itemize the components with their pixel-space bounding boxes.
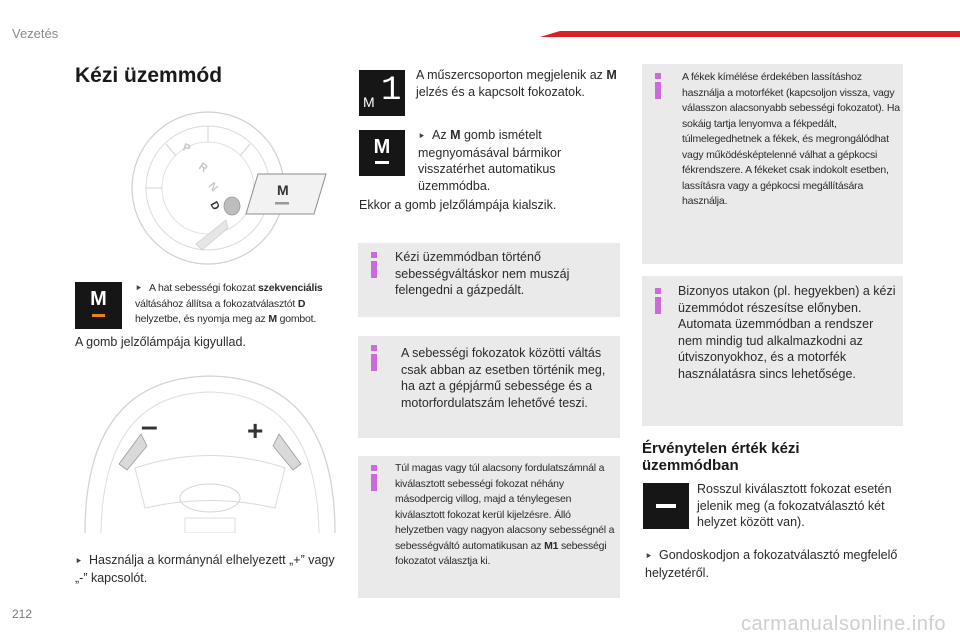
cluster-text: A műszercsoporton megjelenik az M jelzés és a kapcsolt fokozatok.: [416, 68, 617, 99]
dash-symbol: [656, 504, 676, 508]
selector-letter-p: P: [180, 141, 192, 156]
m-lamp-off-icon: M: [359, 130, 405, 176]
info-text: A sebességi fokozatok közötti váltás csak abban az esetben történik meg, ha azt a gépjármű sebessége és a motorfordulatszám lehetővé teszi.: [401, 346, 606, 410]
lamp-off-text: Ekkor a gomb jelzőlámpája kialszik.: [359, 198, 557, 212]
info-box-rpm-limits: [358, 456, 620, 598]
wheel-minus-symbol: –: [141, 410, 158, 443]
info-text: A fékek kímélése érdekében lassításhoz használja a motorféket (kapcsoljon vissza, vagy válasszon alacsonyabb sebességi fokozatot). Ha sokáig tartja lenyomva a fékpedált, túlmelegedhetnek a fékek, és megrongálódhat vagy működésképtelenné válhat a gépkocsi fékrendszere. A fékeket csak indokolt esetben, lassításra vagy a gépkocsi megállítására használja.: [682, 71, 900, 207]
steering-wheel-illustration: [75, 368, 345, 533]
lamp-lights-text: A gomb jelzőlámpája kigyullad.: [75, 335, 246, 349]
paddle-instruction: ⯈ Használja a kormánynál elhelyezett „+” vagy „-” kapcsolót.: [75, 553, 335, 585]
info-text: Kézi üzemmódban történő sebességváltáskor nem muszáj felengedni a gázpedált.: [395, 250, 570, 297]
info-box-engine-brake: [642, 64, 903, 264]
selector-letter-n: N: [205, 180, 221, 195]
info-box-no-release: [358, 243, 620, 317]
header-accent-bar: [560, 31, 960, 37]
section-title: Vezetés: [12, 26, 59, 41]
info-box-shift-conditions: [358, 336, 620, 438]
info-icon-bar: [655, 297, 661, 314]
page-title: Kézi üzemmód: [75, 64, 223, 87]
info-icon-bar: [655, 82, 661, 99]
m-lamp-on-icon: M: [75, 282, 122, 329]
invalid-value-heading: Érvénytelen érték kézi üzemmódban: [642, 440, 800, 474]
info-text: Túl magas vagy túl alacsony fordulatszámnál a kiválasztott sebességi fokozat néhány másodpercig villog, majd a ténylegesen kiválasztott fokozat kerül kijelzésre. Álló helyzetben vagy nagyon alacsony sebességnél a sebességváltó automatikusan az M1 sebességi fokozatot választja ki.: [395, 462, 615, 567]
check-selector-text: ⯈ Gondoskodjon a fokozatválasztó megfelelő helyzetéről.: [645, 548, 898, 580]
selector-instruction: ⯈ A hat sebességi fokozat szekvenciális váltásához állítsa a fokozatválasztót D helyzetbe, és nyomja meg az M gombot.: [135, 282, 323, 325]
selector-letter-r: R: [196, 160, 210, 176]
info-icon-bar: [371, 474, 377, 491]
info-icon-dot: [371, 345, 377, 351]
info-box-mountain: [642, 276, 903, 426]
lamp-off-bar: [375, 161, 389, 164]
header-accent-tip: [540, 31, 560, 37]
m-button-label: M: [277, 182, 289, 198]
info-icon-dot: [371, 252, 377, 258]
info-icon-dot: [655, 73, 661, 79]
invalid-value-text: Rosszul kiválasztott fokozat esetén jelenik meg (a fokozatválasztó két helyzet között van).: [697, 482, 892, 529]
watermark: carmanualsonline.info: [740, 613, 946, 635]
gear-selector-illustration: [78, 108, 338, 268]
info-icon-dot: [655, 288, 661, 294]
info-text: Bizonyos utakon (pl. hegyekben) a kézi üzemmódot részesítse előnyben. Automata üzemmódban a rendszer nem mindig tud alkalmazkodni az útviszonyokhoz, és a motorfék használatásra sincs lehetősége.: [678, 284, 896, 381]
info-icon-bar: [371, 354, 377, 371]
info-icon-bar: [371, 261, 377, 278]
wheel-plus-symbol: +: [247, 415, 264, 446]
page-number: 212: [12, 607, 33, 621]
cluster-m1-display-icon: M 1: [359, 70, 405, 116]
orange-lamp: [92, 314, 105, 317]
return-auto-text: ⯈ Az M gomb ismételt megnyomásával bármikor visszatérhet automatikus üzemmódba.: [418, 128, 562, 193]
info-icon-dot: [371, 465, 377, 471]
invalid-value-icon: [643, 483, 689, 529]
selector-letter-d: D: [207, 199, 222, 213]
